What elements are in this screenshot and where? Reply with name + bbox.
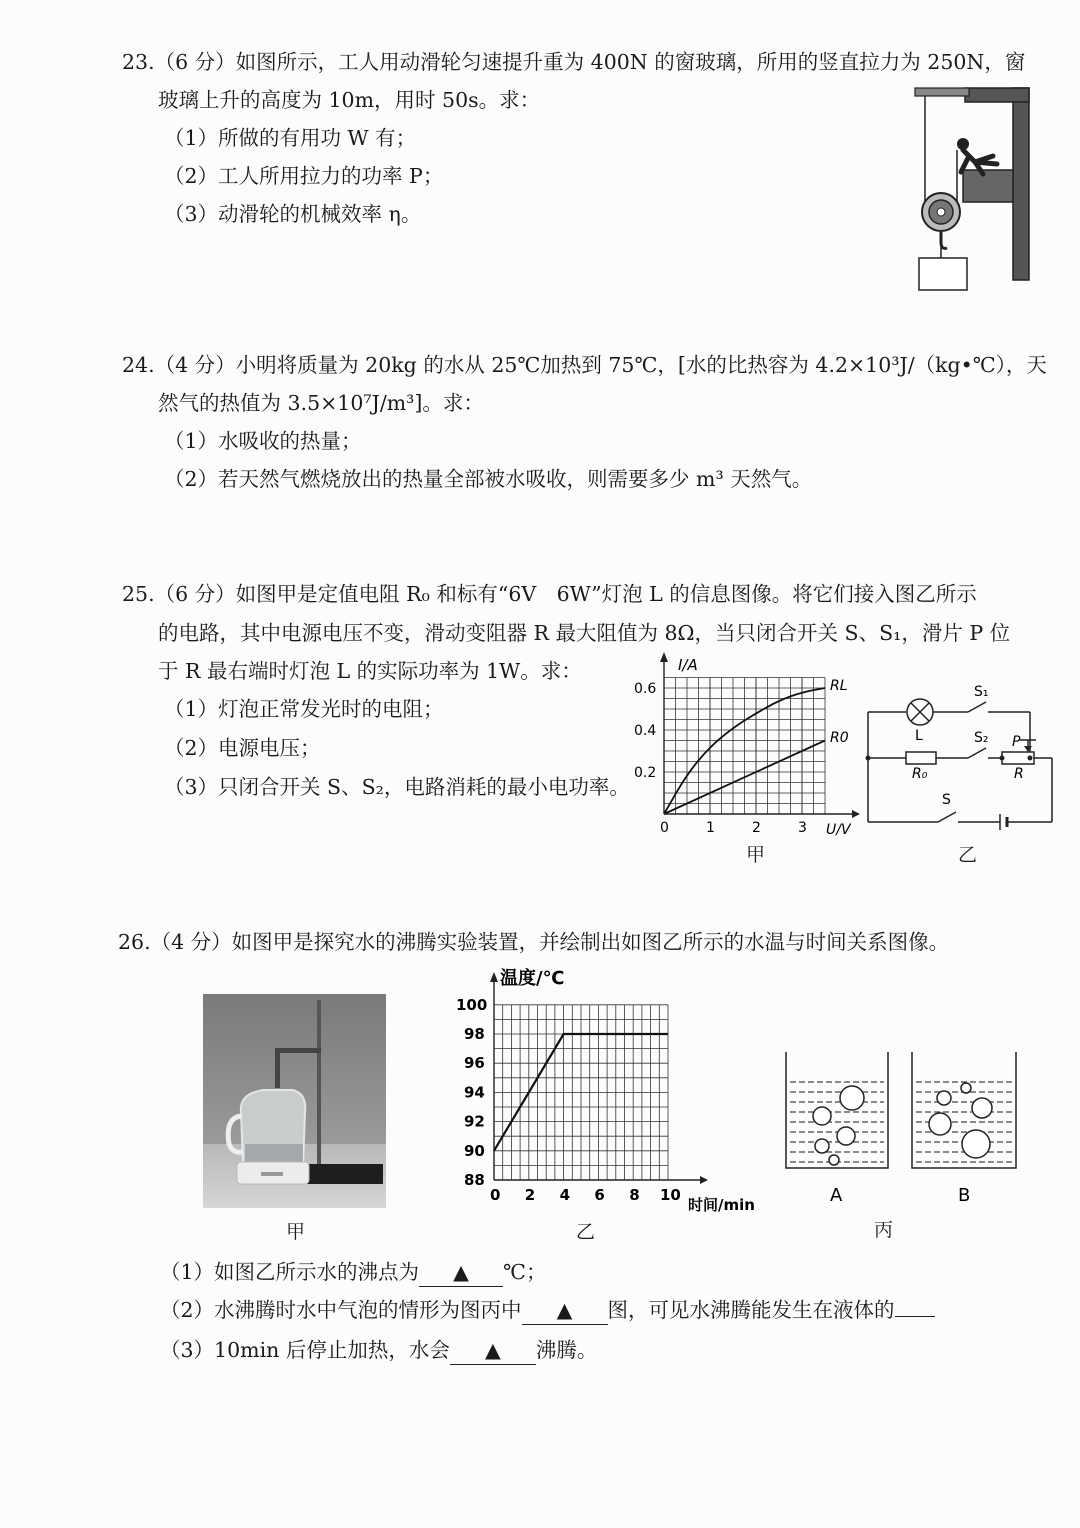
answer-blank-1[interactable]: ▲: [419, 1258, 503, 1287]
q26-item1-text: （1）如图乙所示水的沸点为: [160, 1260, 420, 1284]
tt-x-tick: 4: [559, 1186, 571, 1204]
q25-item1: （1）灯泡正常发光时的电阻；: [164, 697, 444, 721]
iu-x-tick: 1: [706, 820, 715, 836]
tt-x-tick: 2: [524, 1186, 536, 1204]
q26-item2-text2: 图，可见水沸腾能发生在液体的: [607, 1298, 895, 1322]
iu-x-tick: 2: [752, 820, 761, 836]
iu-y-tick: 0.6: [634, 681, 657, 697]
circuit-label-s: S: [942, 792, 951, 808]
pulley-figure: [905, 82, 1040, 294]
iu-xlabel: U/V: [826, 822, 851, 838]
tt-y-tick: 100: [456, 995, 488, 1014]
q23-line2: 玻璃上升的高度为 10m，用时 50s。求：: [158, 88, 541, 112]
iu-x-tick: 0: [660, 820, 669, 836]
q25-line1: 25.（6 分）如图甲是定值电阻 R₀ 和标有“6V 6W”灯泡 L 的信息图像。将它们接入图乙所示: [122, 582, 977, 606]
temperature-chart: [450, 962, 770, 1222]
iu-label-r0: R0: [830, 730, 849, 746]
q24-item2: （2）若天然气燃烧放出的热量全部被水吸收，则需要多少 m³ 天然气。: [164, 467, 813, 491]
beakers-figure: [780, 1046, 1030, 1206]
beaker-a-label: A: [830, 1185, 843, 1206]
tt-x-tick: 10: [660, 1186, 681, 1204]
q23-item1: （1）所做的有用功 W 有；: [164, 126, 417, 150]
q23-item3: （3）动滑轮的机械效率 η。: [164, 202, 422, 226]
iu-chart: [630, 650, 860, 840]
beaker-b-label: B: [958, 1185, 971, 1206]
q26-item3-text2: 沸腾。: [535, 1338, 598, 1362]
answer-blank-4[interactable]: ▲: [450, 1336, 536, 1365]
answer-blank-2[interactable]: ▲: [522, 1296, 608, 1325]
iu-label-rl: RL: [830, 678, 848, 694]
circuit-label-r0: R₀: [912, 766, 928, 782]
tt-x-tick: 0: [490, 1186, 501, 1204]
q25-fig-yi: 乙: [958, 844, 978, 866]
q25-line2: 的电路，其中电源电压不变，滑动变阻器 R 最大阻值为 8Ω，当只闭合开关 S、S₁，滑片 P 位: [158, 621, 1011, 645]
q23-line1: 23.（6 分）如图所示，工人用动滑轮匀速提升重为 400N 的窗玻璃，所用的竖直拉力为 250N，窗: [122, 50, 1026, 74]
circuit-label-r: R: [1014, 766, 1024, 782]
q23-item2: （2）工人所用拉力的功率 P；: [164, 164, 444, 188]
circuit-label-s1: S₁: [974, 684, 989, 700]
q26-fig-yi: 乙: [576, 1221, 596, 1243]
q26-fig-jia: 甲: [286, 1221, 306, 1243]
circuit-label-s2: S₂: [974, 730, 989, 746]
tt-y-tick: 94: [464, 1083, 485, 1102]
q26-fig-bing: 丙: [874, 1219, 894, 1241]
q26-item3: [160, 1336, 597, 1365]
q26-line1: 26.（4 分）如图甲是探究水的沸腾实验装置，并绘制出如图乙所示的水温与时间关系图像。: [118, 930, 950, 954]
q24-item1: （1）水吸收的热量；: [164, 429, 362, 453]
q24-line1: 24.（4 分）小明将质量为 20kg 的水从 25℃加热到 75℃，[水的比热容为 4.2×10³J/（kg•℃），天: [122, 353, 1047, 377]
tt-y-tick: 92: [464, 1112, 485, 1131]
q26-item2: [160, 1296, 935, 1325]
iu-x-tick: 3: [798, 820, 807, 836]
q26-item1-unit: ℃；: [503, 1260, 547, 1284]
circuit-label-l: L: [915, 728, 923, 744]
q26-item3-text: （3）10min 后停止加热，水会: [160, 1338, 450, 1362]
boiling-apparatus-photo: [203, 994, 386, 1208]
q25-item2: （2）电源电压；: [164, 736, 321, 760]
q26-item2-text: （2）水沸腾时水中气泡的情形为图丙中: [160, 1298, 522, 1322]
tt-y-tick: 88: [464, 1171, 485, 1189]
circuit-diagram: [860, 676, 1060, 836]
iu-ylabel: I/A: [678, 656, 698, 674]
tt-x-tick: 8: [629, 1186, 640, 1204]
iu-y-tick: 0.2: [634, 765, 657, 781]
tt-xlabel: 时间/min: [688, 1196, 755, 1214]
q25-fig-jia: 甲: [746, 844, 766, 866]
iu-y-tick: 0.4: [634, 723, 657, 739]
tt-y-tick: 96: [464, 1054, 485, 1073]
tt-y-tick: 90: [464, 1141, 485, 1160]
tt-ylabel: 温度/℃: [500, 968, 565, 989]
q25-item3: （3）只闭合开关 S、S₂，电路消耗的最小电功率。: [164, 775, 630, 799]
tt-y-tick: 98: [464, 1025, 485, 1043]
circuit-label-p: P: [1012, 734, 1021, 750]
q25-line3: 于 R 最右端时灯泡 L 的实际功率为 1W。求：: [158, 659, 582, 683]
answer-blank-3[interactable]: [895, 1316, 935, 1317]
tt-x-tick: 6: [594, 1186, 605, 1204]
q24-line2: 然气的热值为 3.5×10⁷J/m³]。求：: [158, 391, 484, 415]
q26-item1: [160, 1258, 546, 1287]
